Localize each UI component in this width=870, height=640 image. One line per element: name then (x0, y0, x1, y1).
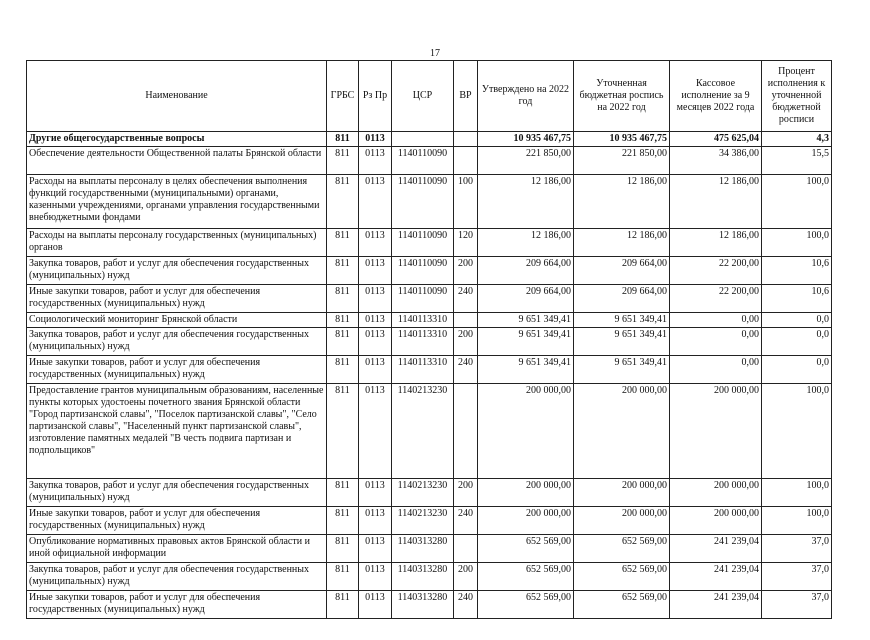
cell-rzpr: 0113 (359, 313, 392, 328)
header-refined: Уточненная бюджетная роспись на 2022 год (574, 61, 670, 132)
table-row (27, 384, 832, 479)
cell-refined: 12 186,00 (574, 175, 670, 229)
cell-approved: 209 664,00 (478, 257, 574, 285)
cell-refined: 652 569,00 (574, 563, 670, 591)
cell-refined: 9 651 349,41 (574, 328, 670, 356)
cell-csr: 1140110090 (392, 147, 454, 175)
cell-name: Закупка товаров, работ и услуг для обеспечения государственных (муниципальных) нужд (27, 563, 327, 591)
cell-cash: 241 239,04 (670, 591, 762, 619)
cell-rzpr: 0113 (359, 356, 392, 384)
cell-percent: 0,0 (762, 328, 832, 356)
cell-rzpr: 0113 (359, 384, 392, 479)
cell-rzpr: 0113 (359, 591, 392, 619)
cell-name: Иные закупки товаров, работ и услуг для обеспечения государственных (муниципальных) нужд (27, 507, 327, 535)
cell-csr (392, 132, 454, 147)
cell-vr (454, 535, 478, 563)
cell-approved: 12 186,00 (478, 175, 574, 229)
cell-refined: 9 651 349,41 (574, 356, 670, 384)
cell-rzpr: 0113 (359, 535, 392, 563)
cell-approved: 10 935 467,75 (478, 132, 574, 147)
table-row (27, 328, 832, 356)
cell-percent: 37,0 (762, 563, 832, 591)
cell-csr: 1140110090 (392, 285, 454, 313)
cell-cash: 34 386,00 (670, 147, 762, 175)
cell-grbs: 811 (327, 479, 359, 507)
header-name: Наименование (27, 61, 327, 132)
cell-refined: 12 186,00 (574, 229, 670, 257)
cell-name: Иные закупки товаров, работ и услуг для обеспечения государственных (муниципальных) нужд (27, 356, 327, 384)
cell-name: Другие общегосударственные вопросы (27, 132, 327, 147)
cell-grbs: 811 (327, 507, 359, 535)
cell-rzpr: 0113 (359, 132, 392, 147)
cell-approved: 200 000,00 (478, 479, 574, 507)
cell-rzpr: 0113 (359, 229, 392, 257)
table-row (27, 479, 832, 507)
cell-name: Иные закупки товаров, работ и услуг для обеспечения государственных (муниципальных) нужд (27, 591, 327, 619)
cell-percent: 10,6 (762, 285, 832, 313)
cell-grbs: 811 (327, 328, 359, 356)
cell-approved: 200 000,00 (478, 507, 574, 535)
cell-name: Предоставление грантов муниципальным образованиям, населенные пункты которых удостоены почетного звания Брянской области "Город партизанской славы", "Поселок партизанской славы", "Село партизанской славы", "Населенный пункт партизанской славы", изготовление памятных медалей "В честь подвига партизан и подпольщиков" (27, 384, 327, 479)
cell-cash: 22 200,00 (670, 257, 762, 285)
cell-approved: 200 000,00 (478, 384, 574, 479)
cell-approved: 652 569,00 (478, 535, 574, 563)
header-csr: ЦСР (392, 61, 454, 132)
cell-csr: 1140313280 (392, 563, 454, 591)
cell-grbs: 811 (327, 175, 359, 229)
cell-percent: 100,0 (762, 384, 832, 479)
budget-table (26, 60, 832, 619)
cell-approved: 9 651 349,41 (478, 313, 574, 328)
cell-rzpr: 0113 (359, 147, 392, 175)
cell-percent: 37,0 (762, 591, 832, 619)
cell-csr: 1140313280 (392, 591, 454, 619)
cell-csr: 1140213230 (392, 479, 454, 507)
cell-vr: 200 (454, 479, 478, 507)
table-row (27, 257, 832, 285)
cell-csr: 1140110090 (392, 257, 454, 285)
cell-percent: 4,3 (762, 132, 832, 147)
cell-vr (454, 384, 478, 479)
cell-name: Закупка товаров, работ и услуг для обеспечения государственных (муниципальных) нужд (27, 257, 327, 285)
header-percent: Процент исполнения к уточненной бюджетной росписи (762, 61, 832, 132)
cell-name: Закупка товаров, работ и услуг для обеспечения государственных (муниципальных) нужд (27, 479, 327, 507)
cell-rzpr: 0113 (359, 175, 392, 229)
cell-cash: 200 000,00 (670, 384, 762, 479)
cell-cash: 241 239,04 (670, 563, 762, 591)
cell-refined: 652 569,00 (574, 591, 670, 619)
table-row (27, 535, 832, 563)
cell-percent: 100,0 (762, 175, 832, 229)
cell-name: Закупка товаров, работ и услуг для обеспечения государственных (муниципальных) нужд (27, 328, 327, 356)
table-row (27, 229, 832, 257)
cell-refined: 209 664,00 (574, 285, 670, 313)
header-grbs: ГРБС (327, 61, 359, 132)
cell-percent: 0,0 (762, 356, 832, 384)
cell-vr: 240 (454, 507, 478, 535)
header-cash: Кассовое исполнение за 9 месяцев 2022 года (670, 61, 762, 132)
cell-refined: 652 569,00 (574, 535, 670, 563)
cell-csr: 1140110090 (392, 229, 454, 257)
cell-grbs: 811 (327, 384, 359, 479)
cell-cash: 200 000,00 (670, 479, 762, 507)
table-body (27, 132, 832, 619)
table-row (27, 285, 832, 313)
cell-rzpr: 0113 (359, 285, 392, 313)
table-row (27, 147, 832, 175)
header-approved: Утверждено на 2022 год (478, 61, 574, 132)
cell-vr: 240 (454, 285, 478, 313)
cell-approved: 652 569,00 (478, 591, 574, 619)
cell-refined: 10 935 467,75 (574, 132, 670, 147)
cell-grbs: 811 (327, 285, 359, 313)
cell-percent: 10,6 (762, 257, 832, 285)
cell-vr: 200 (454, 328, 478, 356)
cell-cash: 200 000,00 (670, 507, 762, 535)
cell-rzpr: 0113 (359, 257, 392, 285)
cell-approved: 12 186,00 (478, 229, 574, 257)
cell-grbs: 811 (327, 563, 359, 591)
table-row (27, 175, 832, 229)
cell-grbs: 811 (327, 591, 359, 619)
cell-vr: 240 (454, 591, 478, 619)
cell-name: Расходы на выплаты персоналу государственных (муниципальных) органов (27, 229, 327, 257)
cell-rzpr: 0113 (359, 563, 392, 591)
cell-cash: 12 186,00 (670, 175, 762, 229)
cell-cash: 12 186,00 (670, 229, 762, 257)
cell-percent: 100,0 (762, 229, 832, 257)
cell-name: Опубликование нормативных правовых актов Брянской области и иной официальной информации (27, 535, 327, 563)
table-row (27, 313, 832, 328)
cell-rzpr: 0113 (359, 507, 392, 535)
cell-csr: 1140113310 (392, 356, 454, 384)
table-row (27, 563, 832, 591)
cell-grbs: 811 (327, 147, 359, 175)
cell-approved: 652 569,00 (478, 563, 574, 591)
cell-cash: 241 239,04 (670, 535, 762, 563)
table-row (27, 356, 832, 384)
page-number: 17 (430, 48, 440, 59)
table-header-row (27, 61, 832, 132)
cell-refined: 221 850,00 (574, 147, 670, 175)
cell-rzpr: 0113 (359, 479, 392, 507)
cell-vr: 240 (454, 356, 478, 384)
cell-grbs: 811 (327, 535, 359, 563)
cell-vr (454, 313, 478, 328)
cell-csr: 1140213230 (392, 507, 454, 535)
cell-name: Обеспечение деятельности Общественной палаты Брянской области (27, 147, 327, 175)
table-row (27, 132, 832, 147)
cell-vr (454, 132, 478, 147)
cell-grbs: 811 (327, 257, 359, 285)
cell-percent: 100,0 (762, 507, 832, 535)
cell-approved: 221 850,00 (478, 147, 574, 175)
cell-vr: 200 (454, 563, 478, 591)
table-row (27, 507, 832, 535)
cell-cash: 22 200,00 (670, 285, 762, 313)
cell-refined: 200 000,00 (574, 384, 670, 479)
cell-name: Расходы на выплаты персоналу в целях обеспечения выполнения функций государственными (муниципальными) органами, казенными учреждениями, органами управления государственными внебюджетными фондами (27, 175, 327, 229)
header-vr: ВР (454, 61, 478, 132)
cell-csr: 1140313280 (392, 535, 454, 563)
cell-csr: 1140113310 (392, 328, 454, 356)
cell-approved: 209 664,00 (478, 285, 574, 313)
cell-grbs: 811 (327, 229, 359, 257)
cell-cash: 475 625,04 (670, 132, 762, 147)
cell-grbs: 811 (327, 356, 359, 384)
cell-cash: 0,00 (670, 313, 762, 328)
cell-vr: 100 (454, 175, 478, 229)
cell-approved: 9 651 349,41 (478, 328, 574, 356)
cell-percent: 37,0 (762, 535, 832, 563)
cell-percent: 0,0 (762, 313, 832, 328)
cell-percent: 100,0 (762, 479, 832, 507)
cell-cash: 0,00 (670, 328, 762, 356)
cell-refined: 209 664,00 (574, 257, 670, 285)
cell-grbs: 811 (327, 132, 359, 147)
cell-rzpr: 0113 (359, 328, 392, 356)
cell-cash: 0,00 (670, 356, 762, 384)
cell-grbs: 811 (327, 313, 359, 328)
cell-approved: 9 651 349,41 (478, 356, 574, 384)
cell-percent: 15,5 (762, 147, 832, 175)
cell-csr: 1140213230 (392, 384, 454, 479)
cell-refined: 200 000,00 (574, 479, 670, 507)
cell-name: Иные закупки товаров, работ и услуг для обеспечения государственных (муниципальных) нужд (27, 285, 327, 313)
cell-refined: 200 000,00 (574, 507, 670, 535)
cell-refined: 9 651 349,41 (574, 313, 670, 328)
cell-name: Социологический мониторинг Брянской области (27, 313, 327, 328)
cell-vr: 120 (454, 229, 478, 257)
cell-vr (454, 147, 478, 175)
cell-vr: 200 (454, 257, 478, 285)
header-rzpr: Рз Пр (359, 61, 392, 132)
table-row (27, 591, 832, 619)
cell-csr: 1140110090 (392, 175, 454, 229)
cell-csr: 1140113310 (392, 313, 454, 328)
